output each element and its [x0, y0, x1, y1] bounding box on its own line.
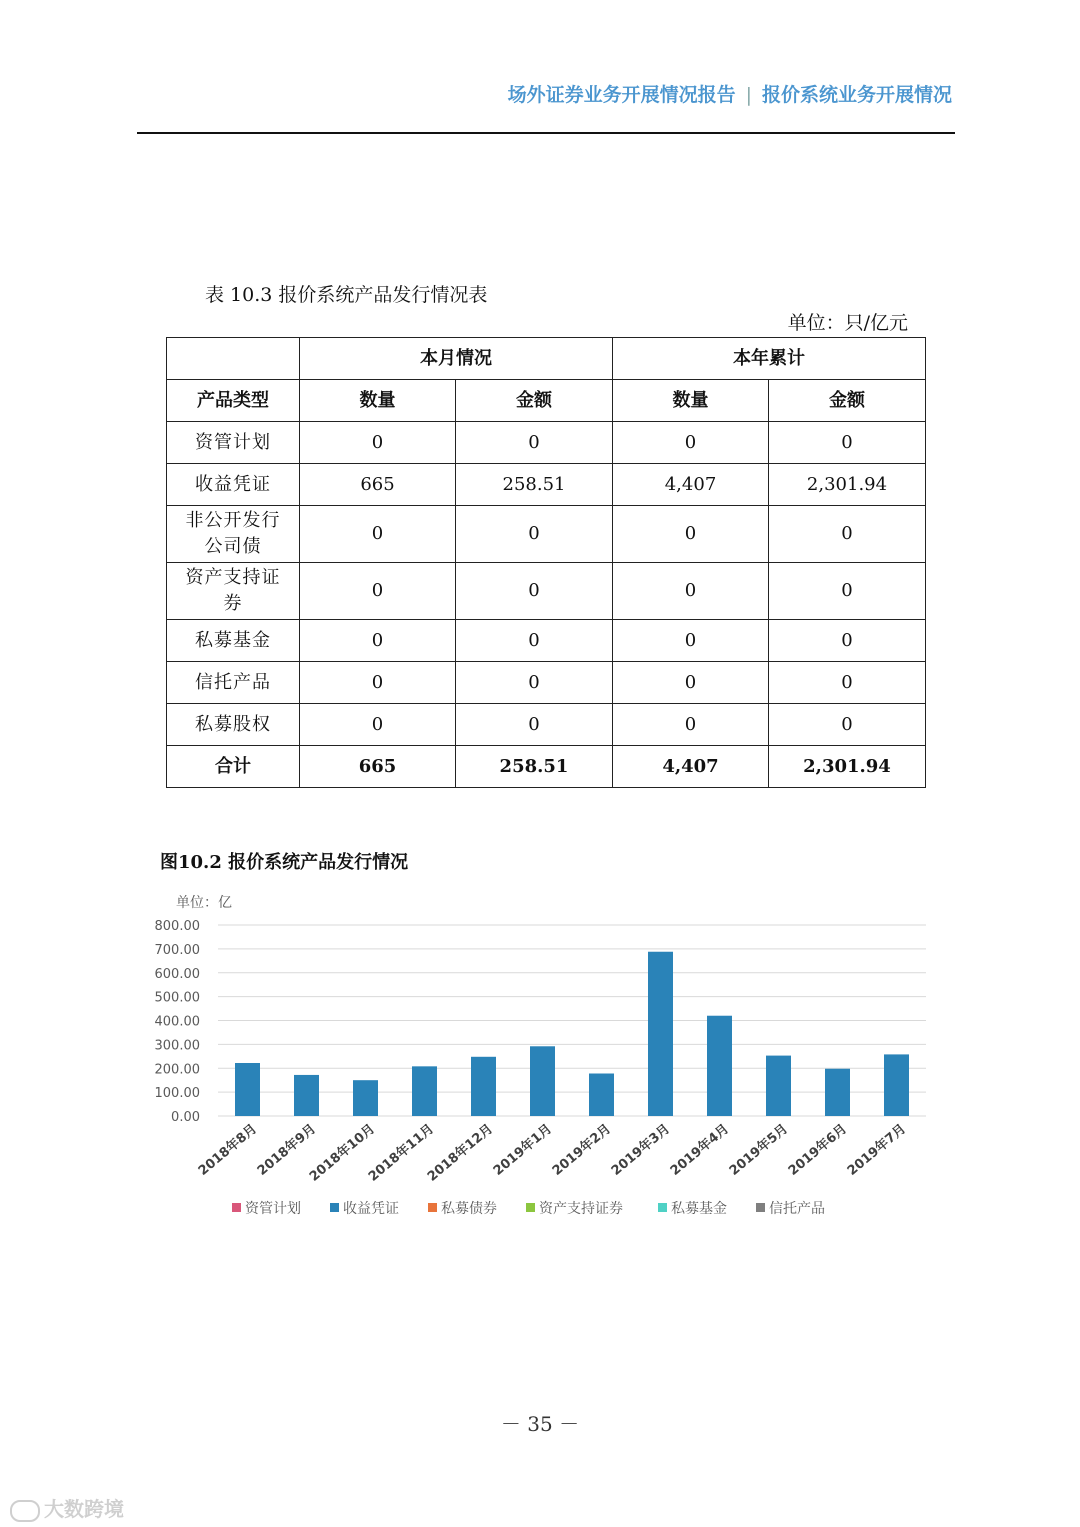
bar: [235, 1063, 260, 1116]
row-month-amount: 0: [456, 563, 613, 620]
x-tick-label: 2018年9月: [254, 1121, 320, 1179]
table-row: [167, 563, 926, 620]
row-year-count: 0: [613, 662, 769, 704]
row-month-amount: 258.51: [456, 464, 613, 506]
row-month-count: 0: [300, 704, 456, 746]
row-year-amount: 2,301.94: [769, 464, 926, 506]
row-year-amount: 0: [769, 422, 926, 464]
x-tick-label: 2018年12月: [424, 1121, 497, 1185]
y-tick-label: 700.00: [154, 942, 200, 958]
row-type: 非公开发行公司债: [167, 506, 300, 563]
table-row: [167, 662, 926, 704]
x-tick-label: 2019年5月: [726, 1121, 792, 1179]
header-divider: [137, 132, 955, 134]
row-month-amount: 0: [456, 620, 613, 662]
legend-swatch: [658, 1203, 667, 1212]
table-row: [167, 620, 926, 662]
total-month-amount: 258.51: [456, 746, 613, 788]
row-month-count: 0: [300, 506, 456, 563]
header-right-title: 报价系统业务开展情况: [761, 84, 952, 106]
bar: [648, 952, 673, 1116]
row-month-amount: 0: [456, 422, 613, 464]
row-type: 信托产品: [167, 662, 300, 704]
bar: [530, 1046, 555, 1116]
y-tick-label: 400.00: [154, 1014, 200, 1030]
legend-swatch: [428, 1203, 437, 1212]
watermark: [10, 1493, 124, 1522]
x-tick-label: 2019年6月: [785, 1121, 851, 1179]
watermark-logo-icon: [10, 1500, 40, 1522]
x-tick-label: 2019年7月: [844, 1121, 910, 1179]
chart-y-axis: [155, 919, 201, 1125]
legend-label: 私募基金: [671, 1201, 727, 1217]
bar: [766, 1056, 791, 1116]
legend-label: 资产支持证券: [539, 1201, 623, 1217]
col-header-year-count: 数量: [613, 380, 769, 422]
legend-swatch: [232, 1203, 241, 1212]
legend-label: 信托产品: [769, 1201, 825, 1217]
total-type: 合计: [167, 746, 300, 788]
legend-label: 收益凭证: [343, 1201, 399, 1217]
x-tick-label: 2018年10月: [306, 1121, 379, 1185]
row-year-count: 0: [613, 563, 769, 620]
group-header-year: 本年累计: [613, 338, 926, 380]
y-tick-label: 300.00: [154, 1038, 200, 1054]
row-type: 私募股权: [167, 704, 300, 746]
x-tick-label: 2018年11月: [365, 1121, 438, 1185]
row-month-count: 0: [300, 422, 456, 464]
bar: [353, 1080, 378, 1116]
bar: [825, 1069, 850, 1116]
watermark-text: 大数跨境: [44, 1497, 124, 1521]
col-header-year-amount: 金额: [769, 380, 926, 422]
figure-caption: 图10.2 报价系统产品发行情况: [160, 852, 409, 873]
col-header-month-count: 数量: [300, 380, 456, 422]
report-header: [508, 80, 952, 107]
x-tick-label: 2018年8月: [195, 1121, 261, 1179]
table-column-header-row: [167, 380, 926, 422]
issue-bar-chart: [140, 885, 940, 1235]
table-row: [167, 464, 926, 506]
row-month-count: 0: [300, 563, 456, 620]
chart-bars: [235, 952, 909, 1116]
page-number: － 35 －: [500, 1412, 580, 1436]
chart-unit-label: 单位：亿: [176, 895, 232, 911]
row-month-amount: 0: [456, 506, 613, 563]
row-year-count: 0: [613, 422, 769, 464]
chart-gridlines: [218, 925, 926, 1116]
x-tick-label: 2019年2月: [549, 1121, 615, 1179]
total-year-amount: 2,301.94: [769, 746, 926, 788]
table-caption: 表 10.3 报价系统产品发行情况表: [205, 284, 488, 306]
x-tick-label: 2019年3月: [608, 1121, 674, 1179]
bar: [884, 1054, 909, 1116]
product-issue-table: [166, 337, 926, 788]
row-year-amount: 0: [769, 662, 926, 704]
row-month-count: 0: [300, 620, 456, 662]
row-year-amount: 0: [769, 506, 926, 563]
row-year-count: 0: [613, 620, 769, 662]
bar: [294, 1075, 319, 1116]
bar: [589, 1074, 614, 1116]
row-year-amount: 0: [769, 620, 926, 662]
row-type: 资管计划: [167, 422, 300, 464]
col-header-type: 产品类型: [167, 380, 300, 422]
row-year-count: 0: [613, 704, 769, 746]
legend-swatch: [756, 1203, 765, 1212]
y-tick-label: 100.00: [154, 1086, 200, 1102]
row-year-count: 4,407: [613, 464, 769, 506]
y-tick-label: 200.00: [154, 1062, 200, 1078]
bar: [707, 1016, 732, 1116]
row-year-amount: 0: [769, 563, 926, 620]
chart-x-axis: [195, 1121, 909, 1185]
col-header-month-amount: 金额: [456, 380, 613, 422]
chart-legend: [232, 1200, 825, 1217]
row-month-amount: 0: [456, 662, 613, 704]
table-unit: 单位：只/亿元: [787, 312, 908, 334]
table-total-row: [167, 746, 926, 788]
y-tick-label: 600.00: [154, 966, 200, 982]
y-tick-label: 500.00: [154, 990, 200, 1006]
y-tick-label: 800.00: [154, 919, 200, 934]
row-month-count: 0: [300, 662, 456, 704]
row-month-count: 665: [300, 464, 456, 506]
legend-label: 资管计划: [245, 1201, 301, 1217]
row-type: 收益凭证: [167, 464, 300, 506]
table-row: [167, 704, 926, 746]
bar: [471, 1057, 496, 1116]
group-header-month: 本月情况: [300, 338, 613, 380]
header-left-title: 场外证券业务开展情况报告: [507, 84, 736, 106]
table-row: [167, 422, 926, 464]
row-type: 资产支持证券: [167, 563, 300, 620]
table-corner-cell: [167, 338, 300, 380]
legend-swatch: [526, 1203, 535, 1212]
legend-swatch: [330, 1203, 339, 1212]
row-year-amount: 0: [769, 704, 926, 746]
table-group-header-row: [167, 338, 926, 380]
bar: [412, 1066, 437, 1116]
total-month-count: 665: [300, 746, 456, 788]
table-row: [167, 506, 926, 563]
x-tick-label: 2019年4月: [667, 1121, 733, 1179]
x-tick-label: 2019年1月: [490, 1121, 556, 1179]
row-type: 私募基金: [167, 620, 300, 662]
legend-label: 私募债券: [441, 1201, 497, 1217]
header-separator: |: [745, 84, 752, 106]
y-tick-label: 0.00: [171, 1110, 200, 1125]
row-year-count: 0: [613, 506, 769, 563]
row-month-amount: 0: [456, 704, 613, 746]
total-year-count: 4,407: [613, 746, 769, 788]
